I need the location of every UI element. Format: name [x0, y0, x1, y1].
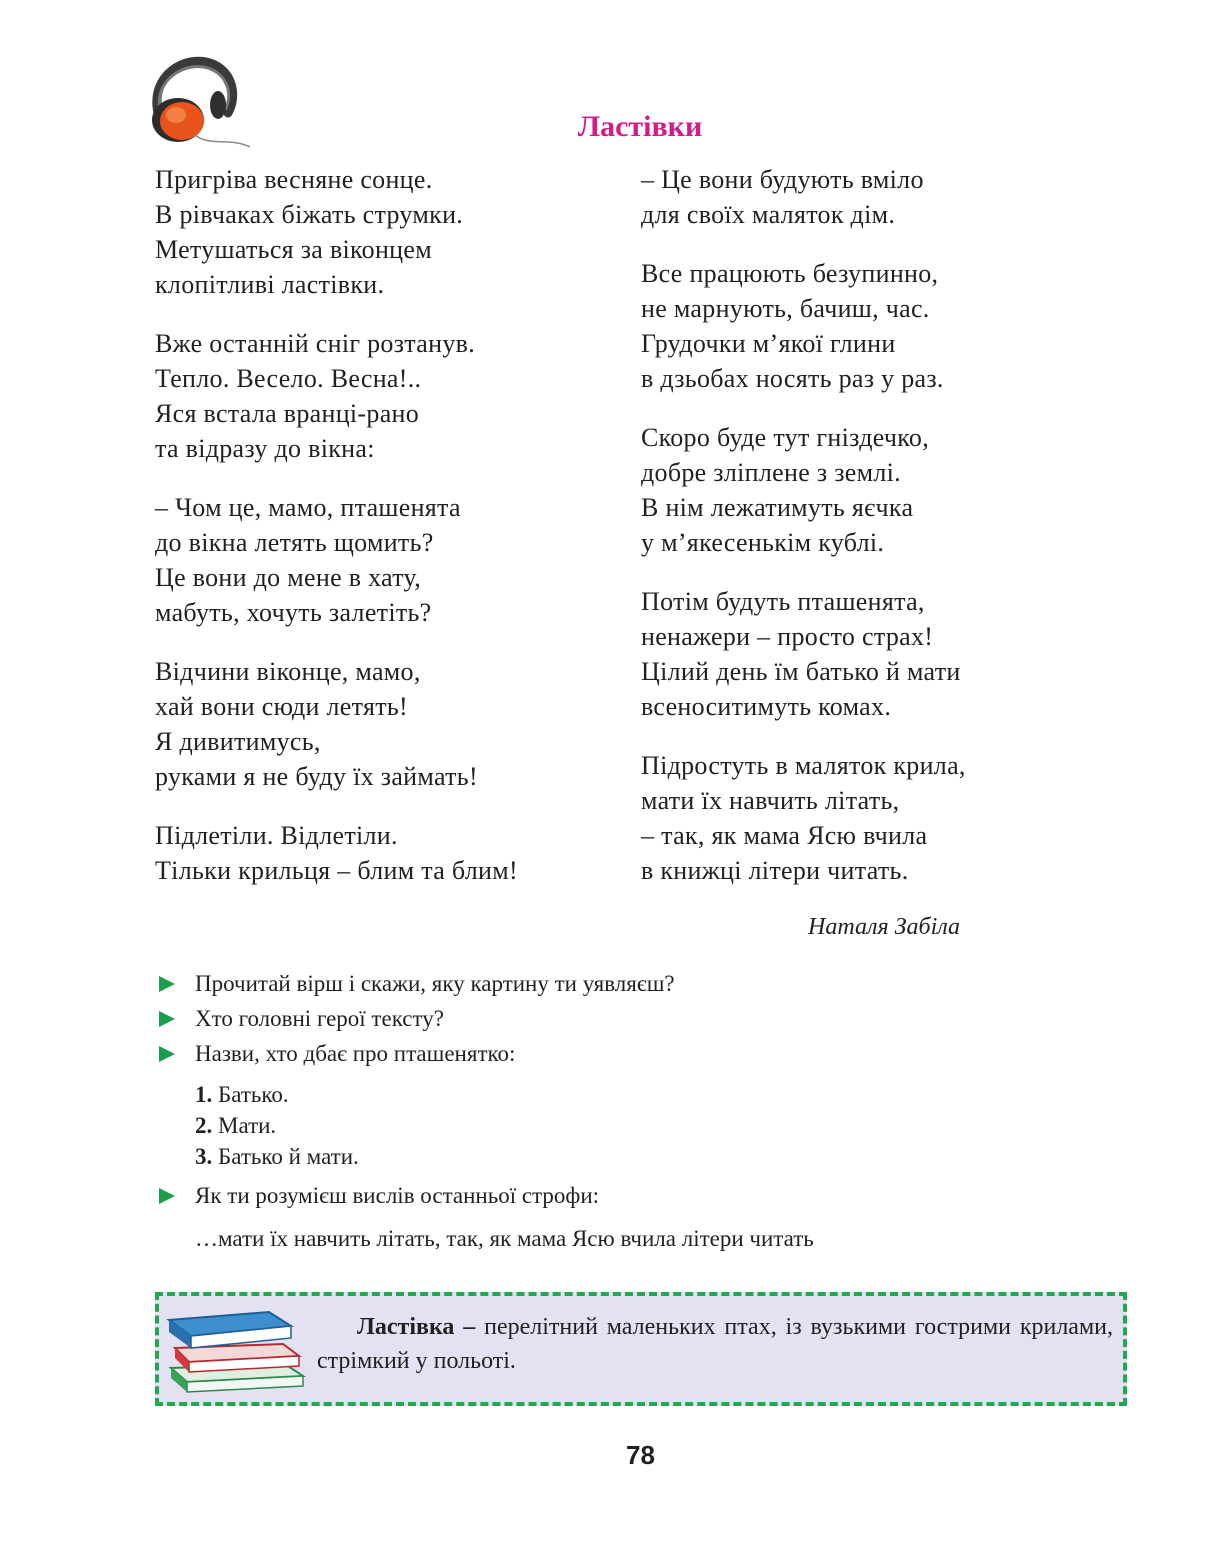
poem-title: Ластівки [577, 110, 703, 143]
definition-term: Ластівка – [357, 1314, 476, 1340]
poem-line: Я дивитимусь, [155, 727, 321, 756]
poem-line: Скоро буде тут гніздечко, [641, 423, 930, 452]
definition-text [317, 1310, 1113, 1378]
stanza [641, 584, 1061, 724]
definition-box [155, 1292, 1127, 1406]
poem-line: Пригріва весняне сонце. [155, 165, 433, 194]
poem-line: Тепло. Весело. Весна!.. [155, 364, 422, 393]
poem-line: мати їх навчить літать, [641, 786, 900, 815]
questions-section [155, 966, 1115, 1256]
poem-line: ненажери – просто страх! [641, 622, 934, 651]
poem-line: Підростуть в маляток крила, [641, 751, 966, 780]
poem-left-column [155, 162, 595, 912]
answer-option [195, 1079, 1115, 1110]
question-text: Хто головні герої тексту? [195, 1006, 444, 1031]
poem-line: В рівчаках біжать струмки. [155, 200, 464, 229]
poem-line: Це вони до мене в хату, [155, 563, 422, 592]
answer-option [195, 1110, 1115, 1141]
option-text: Батько. [218, 1082, 289, 1107]
headphones-icon [140, 55, 255, 155]
poem-line: – так, як мама Ясю вчила [641, 821, 928, 850]
option-number: 3. [195, 1144, 213, 1169]
poem-line: Яся встала вранці-рано [155, 399, 420, 428]
stanza [641, 162, 1061, 232]
stanza [155, 818, 595, 888]
answer-options [155, 1079, 1115, 1172]
definition-body: перелітний маленьких птах, із вузькими гострими крилами, стрімкий у польоті. [317, 1314, 1113, 1374]
poem-line: у м’якесенькім кублі. [641, 528, 885, 557]
question-text: Як ти розумієш вислів останньої строфи: [195, 1183, 600, 1208]
arrow-bullet-icon [159, 976, 175, 992]
question-text: Назви, хто дбає про пташенятко: [195, 1041, 516, 1066]
poem-line: добре зліплене з землі. [641, 458, 901, 487]
stanza [155, 162, 595, 302]
stanza-quote: …мати їх навчить літать, так, як мама Ясю вчила літери читать [195, 1226, 814, 1251]
poem-line: для своїх маляток дім. [641, 200, 896, 229]
arrow-bullet-icon [159, 1011, 175, 1027]
poem-line: мабуть, хочуть залетіть? [155, 598, 432, 627]
poem-line: Все працюють безупинно, [641, 259, 939, 288]
question-item [155, 966, 1115, 1001]
poem-line: руками я не буду їх займать! [155, 762, 478, 791]
arrow-bullet-icon [159, 1046, 175, 1062]
stanza [641, 748, 1061, 888]
poem-right-column [641, 162, 1061, 912]
arrow-bullet-icon [159, 1188, 175, 1204]
poem-line: Тільки крильця – блим та блим! [155, 856, 518, 885]
poem-line: В нім лежатимуть яєчка [641, 493, 914, 522]
stanza [155, 654, 595, 794]
poem-line: хай вони сюди летять! [155, 692, 408, 721]
option-text: Батько й мати. [218, 1144, 359, 1169]
option-text: Мати. [218, 1113, 277, 1138]
poem-line: та відразу до вікна: [155, 434, 375, 463]
page-number: 78 [626, 1440, 655, 1470]
stanza [155, 490, 595, 630]
answer-option [195, 1141, 1115, 1172]
poem-line: в дзьобах носять раз у раз. [641, 364, 944, 393]
poem-line: Грудочки м’якої глини [641, 329, 896, 358]
question-item [155, 1178, 1115, 1213]
poem-line: клопітливі ластівки. [155, 270, 385, 299]
stanza [641, 420, 1061, 560]
poem-line: Підлетіли. Відлетіли. [155, 821, 398, 850]
poem-line: Потім будуть пташенята, [641, 587, 925, 616]
option-number: 1. [195, 1082, 213, 1107]
poem-line: Відчини віконце, мамо, [155, 657, 421, 686]
stanza [641, 256, 1061, 396]
question-item [155, 1036, 1115, 1071]
poem-author: Наталя Забіла [808, 914, 960, 940]
stanza [155, 326, 595, 466]
poem-line: не марнують, бачиш, час. [641, 294, 930, 323]
poem-line: до вікна летять щомить? [155, 528, 434, 557]
poem-line: всеноситимуть комах. [641, 692, 892, 721]
question-item [155, 1001, 1115, 1036]
poem-line: – Чом це, мамо, пташенята [155, 493, 461, 522]
poem-line: Цілий день їм батько й мати [641, 657, 961, 686]
question-text: Прочитай вірш і скажи, яку картину ти уявляєш? [195, 971, 675, 996]
poem-line: – Це вони будують вміло [641, 165, 924, 194]
poem-line: Метушаться за віконцем [155, 235, 432, 264]
books-icon [165, 1306, 307, 1398]
poem-line: в книжці літери читать. [641, 856, 909, 885]
option-number: 2. [195, 1113, 213, 1138]
poem-line: Вже останній сніг розтанув. [155, 329, 475, 358]
